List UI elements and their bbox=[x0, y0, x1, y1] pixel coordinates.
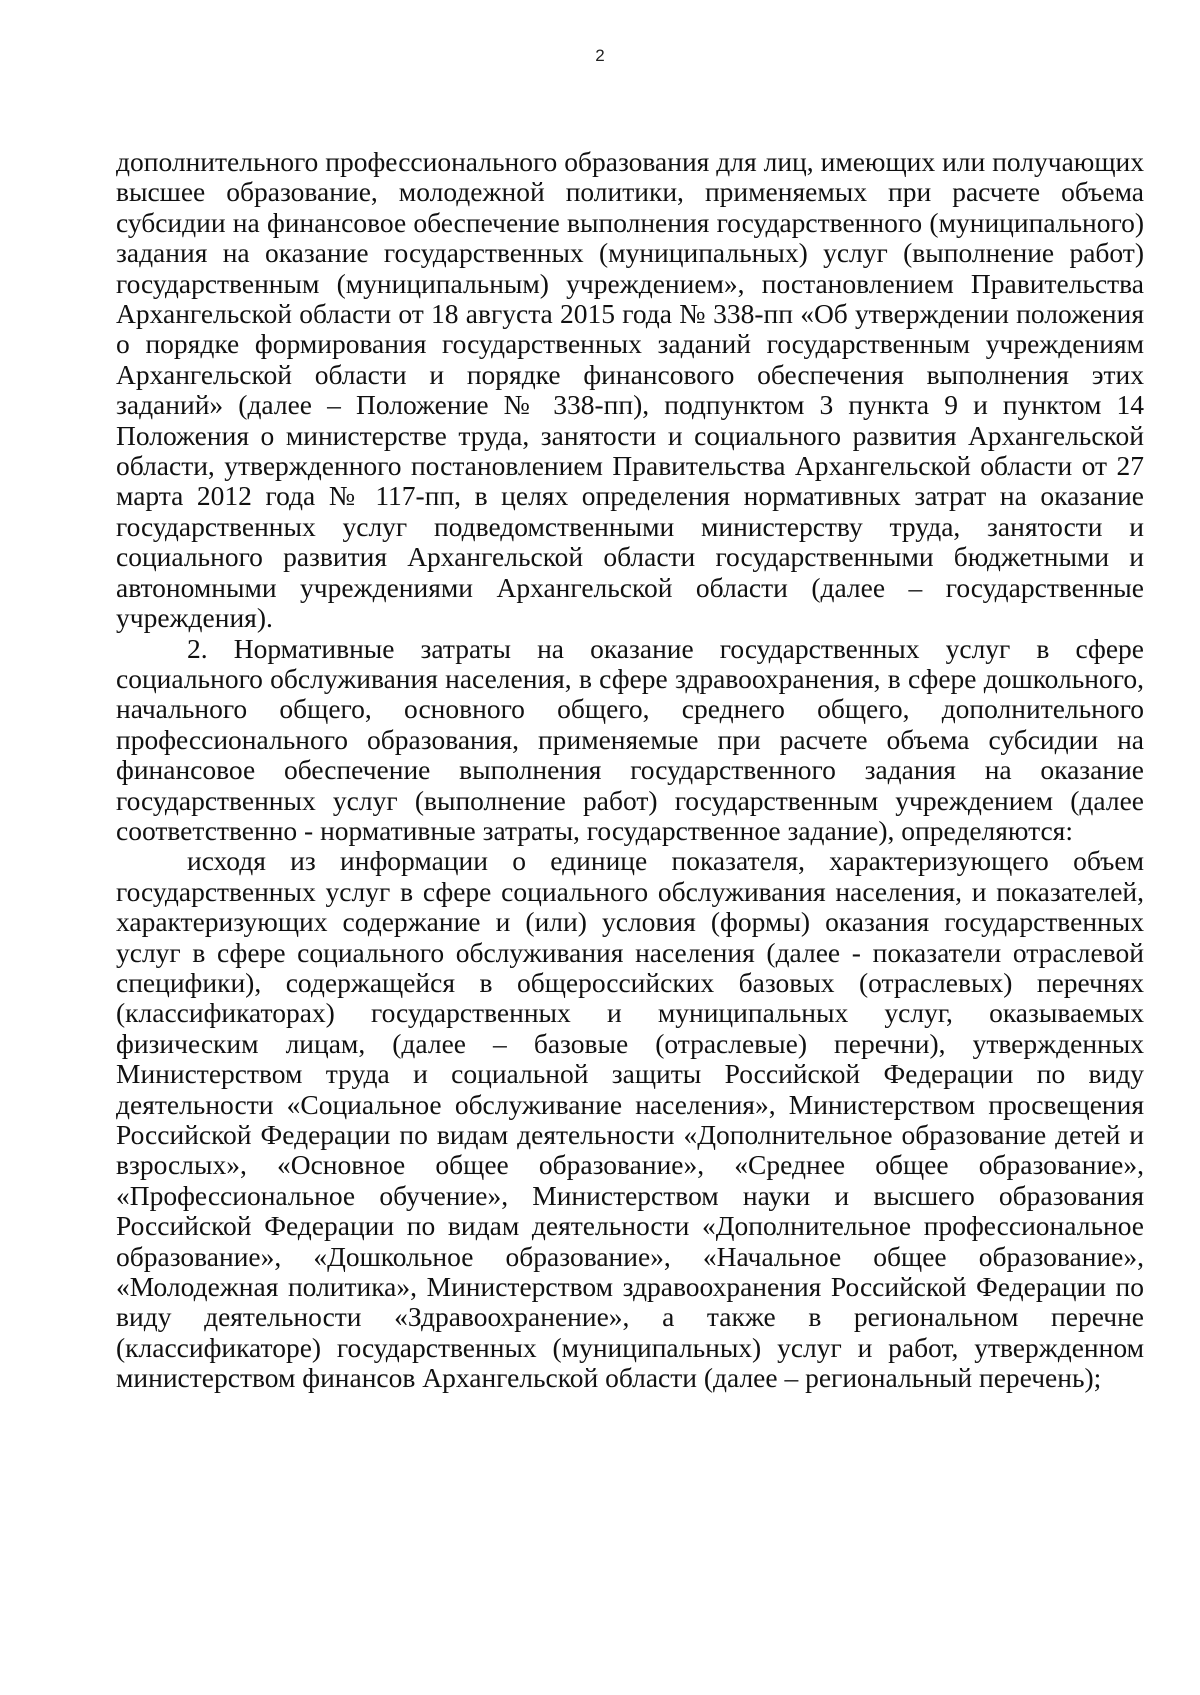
paragraph-item-2-subclause: исходя из информации о единице показателя, характеризующего объем государственных услуг в сфере социального обслуживания населения, и показателей, характеризующих содержание и (или) условия (формы) оказания государственных услуг в сфере социального обслуживания населения (далее - показатели отраслевой специфики), содержащейся в общероссийских базовых (отраслевых) перечнях (классификаторах) государственных и муниципальных услуг, оказываемых физическим лицам, (далее – базовые (отраслевые) перечни), утвержденных Министерством труда и социальной защиты Российской Федерации по виду деятельности «Социальное обслуживание населения», Министерством просвещения Российской Федерации по видам деятельности «Дополнительное образование детей и взрослых», «Основное общее образование», «Среднее общее образование», «Профессиональное обучение», Министерством науки и высшего образования Российской Федерации по видам деятельности «Дополнительное профессиональное образование», «Дошкольное образование», «Начальное общее образование», «Молодежная политика», Министерством здравоохранения Российской Федерации по виду деятельности «Здравоохранение», а также в региональном перечне (классификаторе) государственных (муниципальных) услуг и работ, утвержденном министерством финансов Архангельской области (далее – региональный перечень); bbox=[116, 845, 1144, 1394]
paragraph-item-2: 2. Нормативные затраты на оказание государственных услуг в сфере социального обслуживания населения, в сфере здравоохранения, в сфере дошкольного, начального общего, основного общего, среднего общего, дополнительного профессионального образования, применяемые при расчете объема субсидии на финансовое обеспечение выполнения государственного задания на оказание государственных услуг (выполнение работ) государственным учреждением (далее соответственно - нормативные затраты, государственное задание), определяются: bbox=[116, 632, 1144, 846]
page-number: 2 bbox=[595, 46, 605, 65]
paragraph-continuation: дополнительного профессионального образования для лиц, имеющих или получающих высшее образование, молодежной политики, применяемых при расчете объема субсидии на финансовое обеспечение выполнения государственного (муниципального) задания на оказание государственных (муниципальных) услуг (выполнение работ) государственным (муниципальным) учреждением», постановлением Правительства Архангельской области от 18 августа 2015 года № 338-пп «Об утверждении положения о порядке формирования государственных заданий государственным учреждениям Архангельской области и порядке финансового обеспечения выполнения этих заданий» (далее – Положение № 338-пп), подпунктом 3 пункта 9 и пунктом 14 Положения о министерстве труда, занятости и социального развития Архангельской области, утвержденного постановлением Правительства Архангельской области от 27 марта 2012 года № 117-пп, в целях определения нормативных затрат на оказание государственных услуг подведомственными министерству труда, занятости и социального развития Архангельской области государственными бюджетными и автономными учреждениями Архангельской области (далее – государственные учреждения). bbox=[116, 146, 1144, 634]
document-body bbox=[116, 147, 1144, 1394]
